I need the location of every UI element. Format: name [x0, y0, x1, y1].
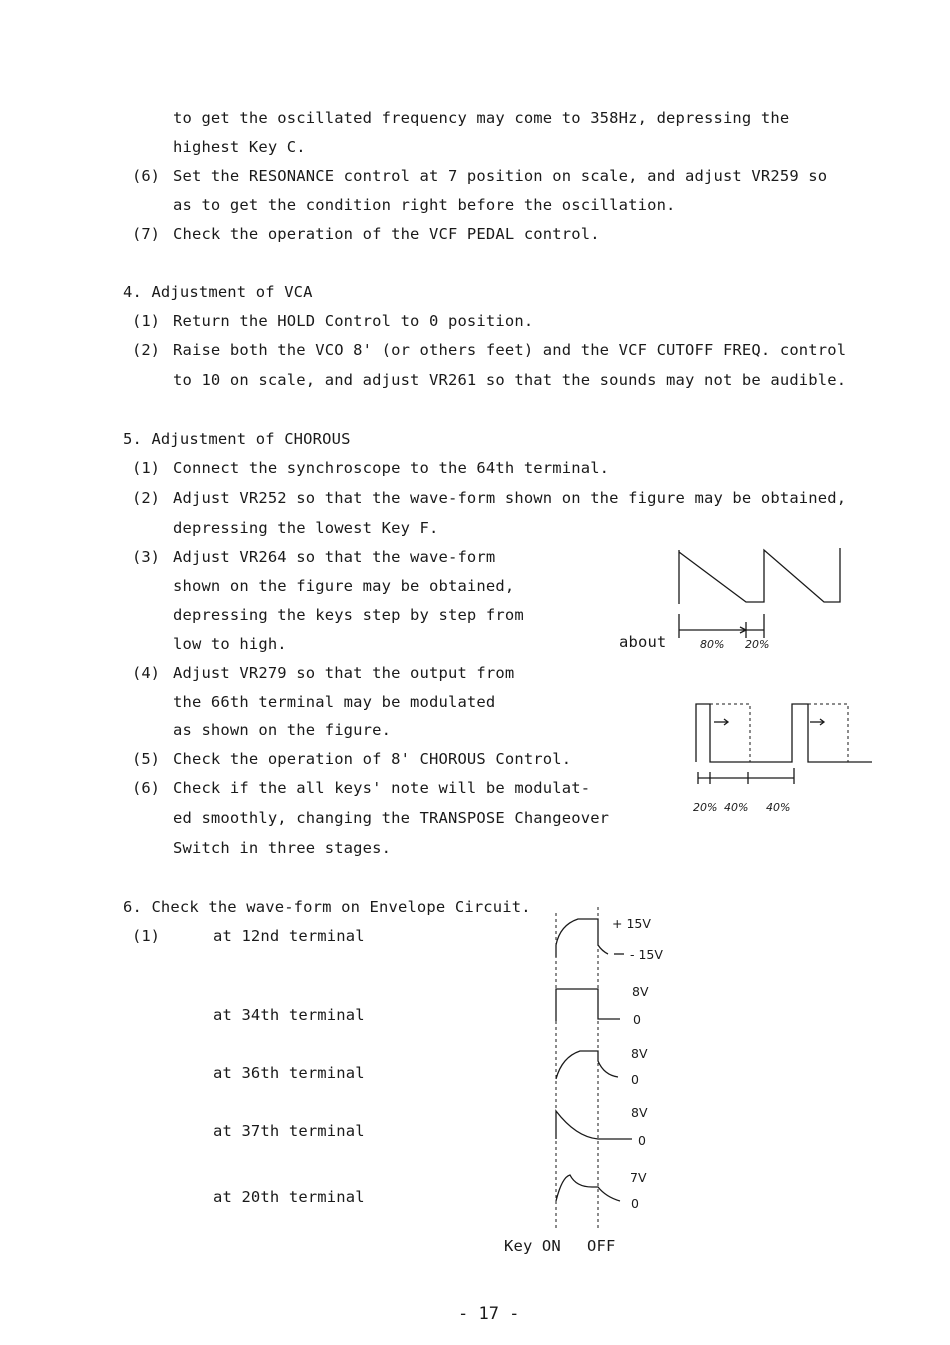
step-number: (6)	[132, 779, 160, 797]
step-text: Set the RESONANCE control at 7 position on scale, and adjust VR259 so	[173, 167, 828, 185]
voltage-label: 8V	[632, 984, 649, 999]
step-text: ed smoothly, changing the TRANSPOSE Changeover	[173, 809, 610, 827]
step-text: Adjust VR279 so that the output from	[173, 664, 515, 682]
terminal-label: at 34th terminal	[213, 1006, 365, 1024]
terminal-label: at 20th terminal	[213, 1188, 365, 1206]
section-heading: 4. Adjustment of VCA	[123, 283, 313, 301]
step-text: to 10 on scale, and adjust VR261 so that the sounds may not be audible.	[173, 371, 847, 389]
about-label: about	[619, 633, 667, 651]
terminal-label: at 12nd terminal	[213, 927, 365, 945]
step-text: Adjust VR252 so that the wave-form shown on the figure may be obtained,	[173, 489, 847, 507]
percent-label: 80%	[700, 638, 725, 651]
voltage-label: 0	[633, 1012, 641, 1027]
voltage-label: - 15V	[630, 947, 663, 962]
step-text: depressing the keys step by step from	[173, 606, 524, 624]
step-text: as to get the condition right before the oscillation.	[173, 196, 676, 214]
step-text: depressing the lowest Key F.	[173, 519, 439, 537]
section-heading: 5. Adjustment of CHOROUS	[123, 430, 351, 448]
key-off-label: OFF	[587, 1237, 616, 1255]
voltage-label: 8V	[631, 1046, 648, 1061]
section-heading: 6. Check the wave-form on Envelope Circuit.	[123, 898, 531, 916]
continuation-line-2: highest Key C.	[173, 138, 306, 156]
percent-label: 40%	[766, 801, 791, 814]
voltage-label: 0	[631, 1072, 639, 1087]
percent-label: 20%	[745, 638, 770, 651]
page-number: - 17 -	[458, 1304, 520, 1324]
step-text: as shown on the figure.	[173, 721, 392, 739]
step-number: (7)	[132, 225, 160, 243]
step-number: (6)	[132, 167, 160, 185]
voltage-label: 0	[638, 1133, 646, 1148]
step-number: (5)	[132, 750, 160, 768]
terminal-label: at 36th terminal	[213, 1064, 365, 1082]
voltage-label: 7V	[630, 1170, 647, 1185]
step-text: Switch in three stages.	[173, 839, 392, 857]
terminal-label: at 37th terminal	[213, 1122, 365, 1140]
step-number: (3)	[132, 548, 160, 566]
step-text: Connect the synchroscope to the 64th terminal.	[173, 459, 610, 477]
step-text: Return the HOLD Control to 0 position.	[173, 312, 534, 330]
pulse-waveform-figure	[690, 696, 880, 800]
step-text: Raise both the VCO 8' (or others feet) and the VCF CUTOFF FREQ. control	[173, 341, 847, 359]
percent-label: 20%	[693, 801, 718, 814]
sawtooth-waveform-figure	[670, 540, 850, 652]
step-number: (1)	[132, 927, 160, 945]
step-text: shown on the figure may be obtained,	[173, 577, 515, 595]
step-text: low to high.	[173, 635, 287, 653]
percent-label: 40%	[724, 801, 749, 814]
continuation-line-1: to get the oscillated frequency may come to 358Hz, depressing the	[173, 109, 790, 127]
step-number: (4)	[132, 664, 160, 682]
step-number: (1)	[132, 312, 160, 330]
voltage-label: 0	[631, 1196, 639, 1211]
step-text: Check the operation of the VCF PEDAL control.	[173, 225, 600, 243]
step-text: Check the operation of 8' CHOROUS Control.	[173, 750, 572, 768]
step-text: Adjust VR264 so that the wave-form	[173, 548, 496, 566]
step-text: the 66th terminal may be modulated	[173, 693, 496, 711]
voltage-label: + 15V	[612, 916, 651, 931]
key-on-label: Key ON	[504, 1237, 561, 1255]
step-text: Check if the all keys' note will be modulat-	[173, 779, 591, 797]
voltage-label: 8V	[631, 1105, 648, 1120]
step-number: (2)	[132, 489, 160, 507]
step-number: (1)	[132, 459, 160, 477]
step-number: (2)	[132, 341, 160, 359]
